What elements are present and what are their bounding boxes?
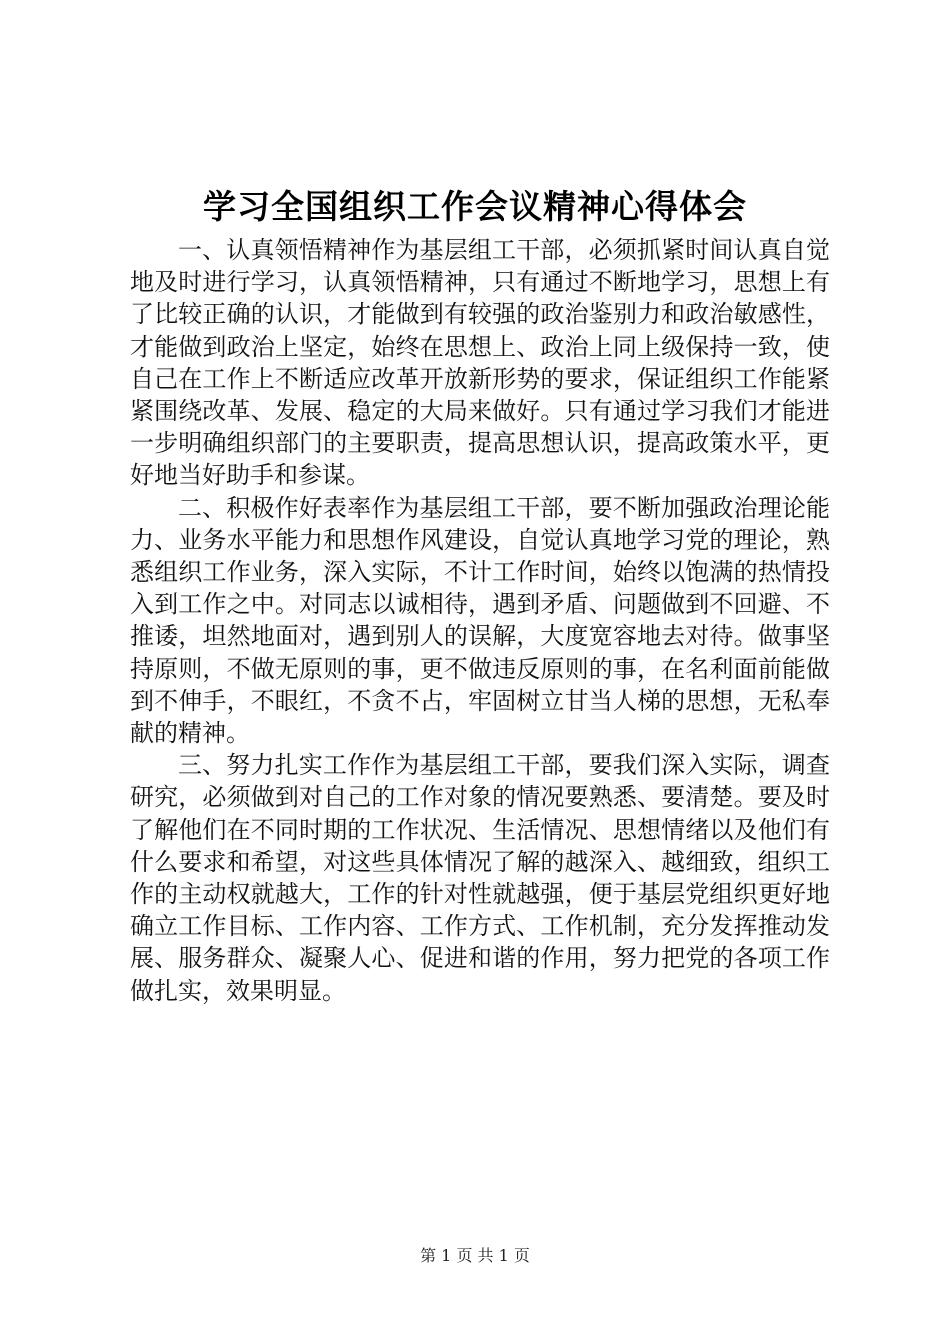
paragraph-3: 三、努力扎实工作作为基层组工干部，要我们深入实际，调查研究，必须做到对自己的工作对象的情况要熟悉、要清楚。要及时了解他们在不同时期的工作状况、生活情况、思想情绪以及他们有什么要求和希望，对这些具体情况了解的越深入、越细致，组织工作的主动权就越大，工作的针对性就越强，便于基层党组织更好地确立工作目标、工作内容、工作方式、工作机制，充分发挥推动发展、服务群众、凝聚人心、促进和谐的作用，努力把党的各项工作做扎实，效果明显。 xyxy=(130,751,830,1005)
document-body xyxy=(130,234,830,1007)
paragraph-2: 二、积极作好表率作为基层组工干部，要不断加强政治理论能力、业务水平能力和思想作风建设，自觉认真地学习党的理论，熟悉组织工作业务，深入实际，不计工作时间，始终以饱满的热情投入到工作之中。对同志以诚相待，遇到矛盾、问题做到不回避、不推诿，坦然地面对，遇到别人的误解，大度宽容地去对待。做事坚持原则，不做无原则的事，更不做违反原则的事，在名利面前能做到不伸手，不眼红，不贪不占，牢固树立甘当人梯的思想，无私奉献的精神。 xyxy=(130,493,830,748)
page-number-footer: 第 1 页 共 1 页 xyxy=(420,1246,530,1265)
paragraph-1: 一、认真领悟精神作为基层组工干部，必须抓紧时间认真自觉地及时进行学习，认真领悟精神，只有通过不断地学习，思想上有了比较正确的认识，才能做到有较强的政治鉴别力和政治敏感性，才能做到政治上坚定，始终在思想上、政治上同上级保持一致，使自己在工作上不断适应改革开放新形势的要求，保证组织工作能紧紧围绕改革、发展、稳定的大局来做好。只有通过学习我们才能进一步明确组织部门的主要职责，提高思想认识，提高政策水平，更好地当好助手和参谋。 xyxy=(130,236,830,490)
document-title: 学习全国组织工作会议精神心得体会 xyxy=(203,187,747,226)
